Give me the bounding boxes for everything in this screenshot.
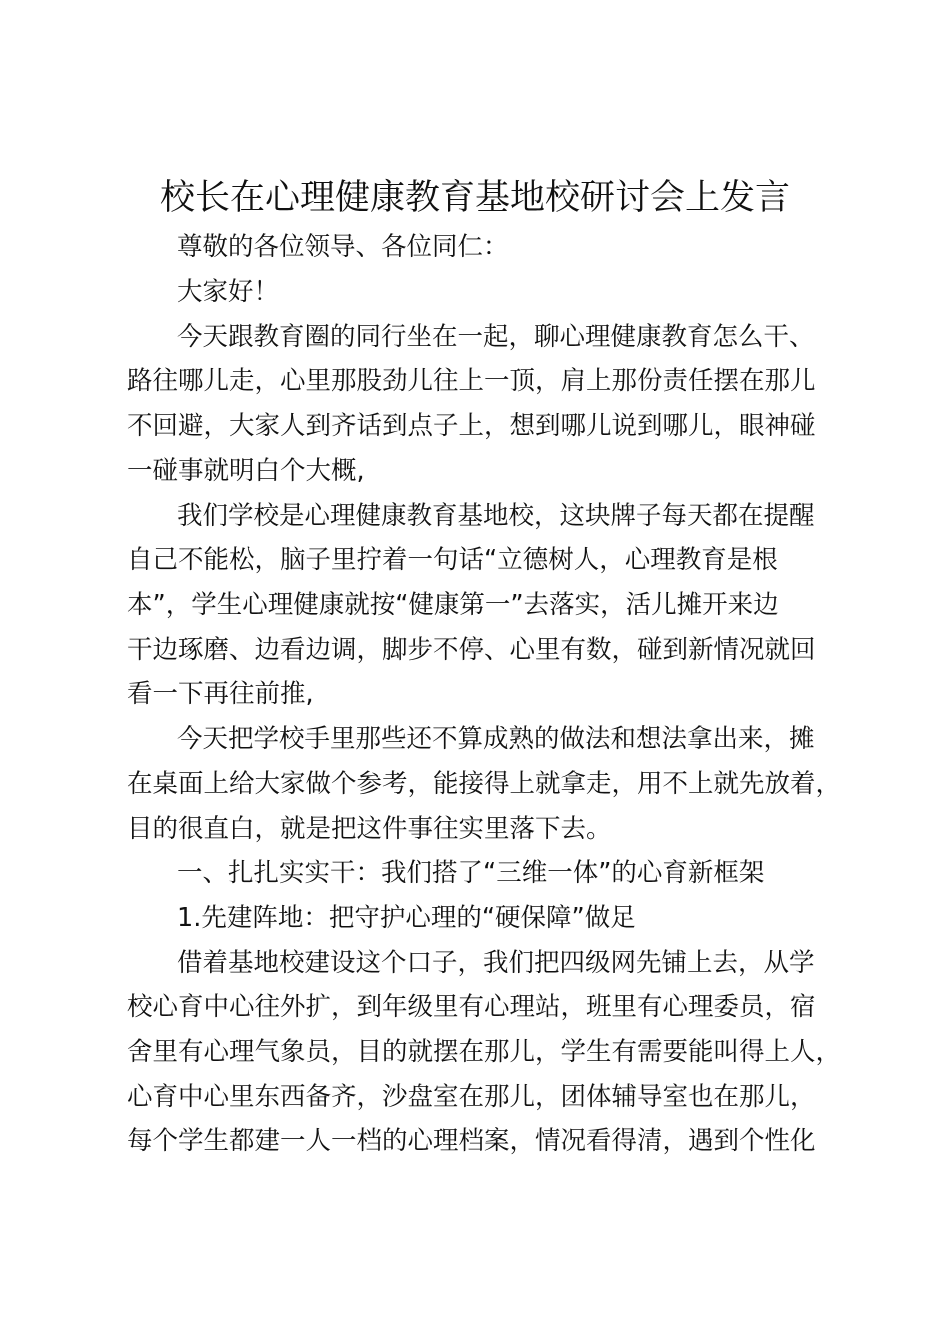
paragraph-line: 今天跟教育圈的同行坐在一起，聊心理健康教育怎么干、 — [177, 322, 815, 352]
paragraph-line: 心育中心里东西备齐，沙盘室在那儿，团体辅导室也在那儿， — [127, 1082, 816, 1112]
paragraph-line: 在桌面上给大家做个参考，能接得上就拿走，用不上就先放着， — [127, 769, 842, 799]
paragraph-line: 路往哪儿走，心里那股劲儿往上一顶，肩上那份责任摆在那儿 — [127, 366, 816, 396]
paragraph-line: 干边琢磨、边看边调，脚步不停、心里有数，碰到新情况就回 — [127, 635, 816, 665]
section-heading: 一、扎扎实实干：我们搭了“三维一体”的心育新框架 — [177, 858, 765, 888]
paragraph-line: 今天把学校手里那些还不算成熟的做法和想法拿出来，摊 — [177, 724, 815, 754]
paragraph-line: 校心育中心往外扩，到年级里有心理站，班里有心理委员，宿 — [127, 992, 816, 1022]
subsection-heading: 1.先建阵地：把守护心理的“硬保障”做足 — [177, 903, 636, 933]
paragraph-line: 本”，学生心理健康就按“健康第一”去落实，活儿摊开来边 — [127, 590, 779, 620]
paragraph-line: 我们学校是心理健康教育基地校，这块牌子每天都在提醒 — [177, 501, 815, 531]
paragraph-line: 舍里有心理气象员，目的就摆在那儿，学生有需要能叫得上人， — [127, 1037, 842, 1067]
paragraph-line: 看一下再往前推, — [127, 679, 314, 709]
salutation-line: 尊敬的各位领导、各位同仁： — [177, 232, 509, 262]
document-title: 校长在心理健康教育基地校研讨会上发言 — [159, 178, 790, 218]
paragraph-line: 不回避，大家人到齐话到点子上，想到哪儿说到哪儿，眼神碰 — [127, 411, 816, 441]
paragraph-line: 一碰事就明白个大概, — [127, 456, 365, 486]
paragraph-line: 每个学生都建一人一档的心理档案，情况看得清，遇到个性化 — [127, 1126, 816, 1156]
greeting-line: 大家好！ — [177, 277, 280, 307]
paragraph-line: 借着基地校建设这个口子，我们把四级网先铺上去，从学 — [177, 948, 815, 978]
paragraph-line: 目的很直白，就是把这件事往实里落下去。 — [127, 814, 612, 844]
paragraph-line: 自己不能松，脑子里拧着一句话“立德树人，心理教育是根 — [127, 545, 778, 575]
